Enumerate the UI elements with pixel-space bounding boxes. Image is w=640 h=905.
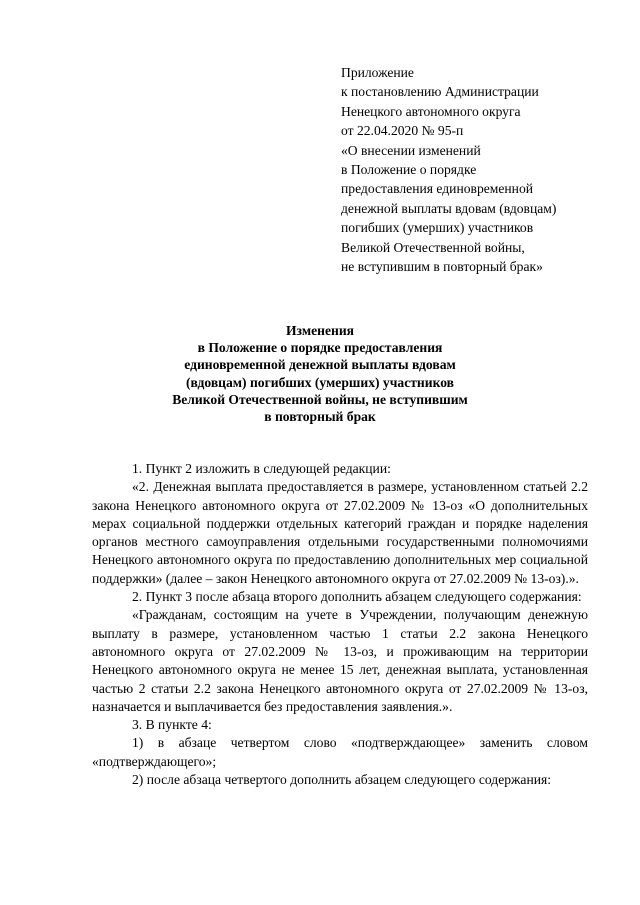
appendix-line: погибших (умерших) участников	[341, 220, 534, 236]
title-line: Великой Отечественной войны, не вступившим	[172, 391, 468, 407]
appendix-header	[341, 63, 556, 276]
paragraph-quote-2: «Гражданам, состоящим на учете в Учреждении, получающим денежную выплату в размере, установленном частью 1 статьи 2.2 закона Ненецкого автономного округа от 27.02.2009 № 13-оз, и проживающим на территории Ненецкого автономного округа не менее 15 лет, денежная выплата, установленная частью 2 статьи 2.2 закона Ненецкого автономного округа от 27.02.2009 № 13-оз, назначается и выплачивается без предоставления заявления.».	[92, 607, 588, 714]
paragraph-subitem-2: 2) после абзаца четвертого дополнить абзацем следующего содержания:	[132, 772, 552, 788]
paragraph-subitem-1: 1) в абзаце четвертом слово «подтверждающее» заменить словом «подтверждающего»;	[92, 735, 588, 769]
appendix-line: Приложение	[341, 65, 414, 80]
paragraph-item-2: 2. Пункт 3 после абзаца второго дополнить абзацем следующего содержания:	[132, 589, 582, 605]
appendix-line: к постановлению Администрации	[341, 84, 539, 100]
title-line: в Положение о порядке предоставления	[197, 340, 443, 356]
appendix-line: от 22.04.2020 № 95-п	[341, 123, 464, 139]
title-line: (вдовцам) погибших (умерших) участников	[185, 374, 455, 390]
document-title	[0, 322, 640, 425]
title-line: единовременной денежной выплаты вдовам	[184, 357, 456, 373]
title-line: Изменения	[285, 323, 355, 338]
paragraph-item-3: 3. В пункте 4:	[132, 717, 212, 733]
appendix-line: не вступившим в повторный брак»	[341, 259, 543, 275]
title-line: в повторный брак	[264, 409, 376, 425]
appendix-line: в Положение о порядке	[341, 162, 477, 178]
appendix-line: Ненецкого автономного округа	[341, 103, 521, 119]
appendix-line: «О внесении изменений	[341, 142, 481, 158]
paragraph-quote-1: «2. Денежная выплата предоставляется в размере, установленном статьей 2.2 закона Ненецкого автономного округа от 27.02.2009 № 13-оз «О дополнительных мерах социальной поддержки отдельных категорий граждан и порядке наделения органов местного самоуправления отдельными государственными полномочиями Ненецкого автономного округа по предоставлению дополнительных мер социальной поддержки» (далее – закон Ненецкого автономного округа от 27.02.2009 № 13-оз).».	[92, 479, 588, 586]
appendix-line: денежной выплаты вдовам (вдовцам)	[341, 200, 557, 216]
appendix-line: предоставления единовременной	[341, 181, 534, 197]
document-body	[92, 460, 588, 789]
appendix-line: Великой Отечественной войны,	[341, 239, 525, 255]
paragraph-item-1: 1. Пункт 2 изложить в следующей редакции:	[132, 461, 391, 476]
